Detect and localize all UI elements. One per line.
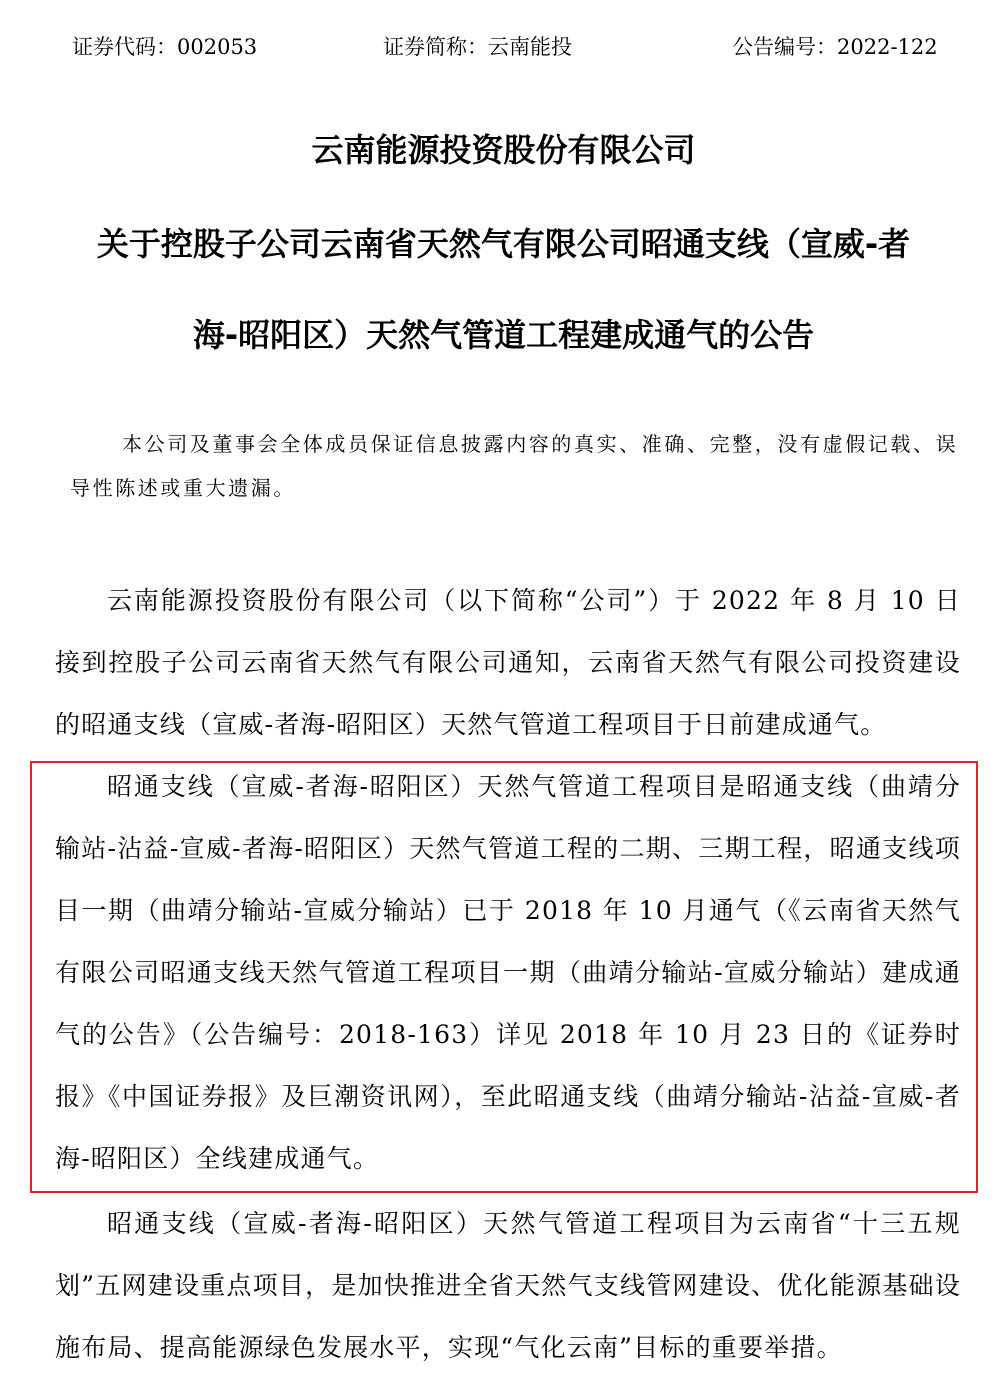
announcement-header bbox=[0, 30, 1007, 64]
announcement-number: 公告编号：2022-122 bbox=[732, 35, 938, 59]
body-paragraph-2: 昭通支线（宣威-者海-昭阳区）天然气管道工程项目是昭通支线（曲靖分输站-沾益-宣威-者海-昭阳区）天然气管道工程的二期、三期工程，昭通支线项目一期（曲靖分输站-宣威分输站）已于 2018 年 10 月通气（《云南省天然气有限公司昭通支线天然气管道工程项目一期（曲靖分输站-宣威分输站）建成通气的公告》（公告编号：2018-163）详见 2018 年 10 月 23 日的《证券时报》《中国证券报》及巨潮资讯网），至此昭通支线（曲靖分输站-沾益-宣威-者海-昭阳区）全线建成通气。 bbox=[55, 772, 961, 1173]
announcement-title-line-2: 海-昭阳区）天然气管道工程建成通气的公告 bbox=[192, 316, 815, 354]
stock-abbreviation: 证券简称：云南能投 bbox=[383, 35, 572, 59]
company-title: 云南能源投资股份有限公司 bbox=[311, 131, 696, 169]
stock-code: 证券代码：002053 bbox=[72, 35, 258, 59]
announcement-title-line-1: 关于控股子公司云南省天然气有限公司昭通支线（宣威-者 bbox=[96, 225, 911, 263]
disclosure-statement: 本公司及董事会全体成员保证信息披露内容的真实、准确、完整，没有虚假记载、误导性陈述或重大遗漏。 bbox=[70, 432, 959, 500]
body-paragraph-3: 昭通支线（宣威-者海-昭阳区）天然气管道工程项目为云南省“十三五规划”五网建设重点项目，是加快推进全省天然气支线管网建设、优化能源基础设施布局、提高能源绿色发展水平，实现“气化云南”目标的重要举措。 bbox=[55, 1209, 961, 1362]
body-paragraph-1: 云南能源投资股份有限公司（以下简称“公司”）于 2022 年 8 月 10 日接到控股子公司云南省天然气有限公司通知，云南省天然气有限公司投资建设的昭通支线（宣威-者海-昭阳区）天然气管道工程项目于日前建成通气。 bbox=[55, 586, 961, 739]
